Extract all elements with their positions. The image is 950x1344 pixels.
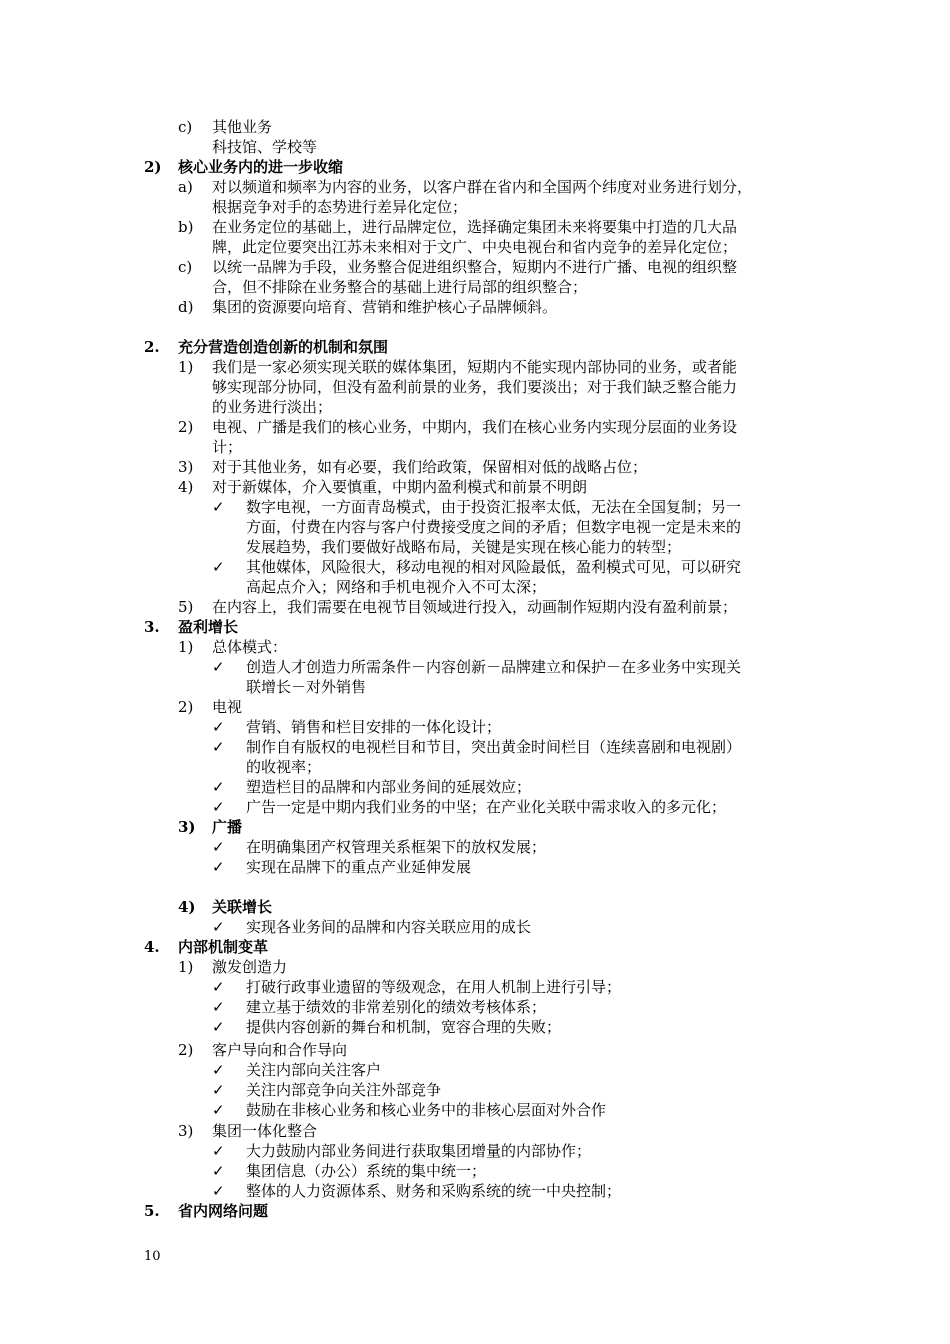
list-marker: 4)	[178, 898, 196, 916]
line-text: 实现各业务间的品牌和内容关联应用的成长	[246, 918, 532, 936]
line-text: 的业务进行淡出；	[212, 398, 333, 416]
line-text: 关注内部竞争向关注外部竞争	[246, 1081, 442, 1099]
line-text: 核心业务内的进一步收缩	[178, 158, 344, 176]
checkmark-icon: ✓	[212, 1142, 225, 1160]
page-number: 10	[144, 1249, 161, 1264]
line-text: 对于其他业务，如有必要，我们给政策，保留相对低的战略占位；	[212, 458, 648, 476]
checkmark-icon: ✓	[212, 558, 225, 576]
line-text: 打破行政事业遗留的等级观念，在用人机制上进行引导；	[246, 978, 622, 996]
checkmark-icon: ✓	[212, 1018, 225, 1036]
line-text: 根据竞争对手的态势进行差异化定位；	[212, 198, 468, 216]
line-text: 激发创造力	[212, 958, 288, 976]
checkmark-icon: ✓	[212, 1162, 225, 1180]
line-text: 联增长－对外销售	[246, 678, 367, 696]
list-marker: 3)	[178, 1122, 194, 1140]
list-marker: 1)	[178, 638, 194, 656]
line-text: 其他业务	[212, 118, 273, 136]
checkmark-icon: ✓	[212, 858, 225, 876]
list-marker: a)	[178, 178, 193, 196]
list-marker: 4)	[178, 478, 194, 496]
line-text: 总体模式：	[212, 638, 288, 656]
line-text: 建立基于绩效的非常差别化的绩效考核体系；	[246, 998, 547, 1016]
list-marker: c)	[178, 258, 193, 276]
list-marker: 3)	[178, 458, 194, 476]
list-marker: 1)	[178, 358, 194, 376]
list-marker: 2)	[178, 698, 194, 716]
list-marker: b)	[178, 218, 194, 236]
list-marker: 3.	[144, 618, 160, 636]
line-text: 科技馆、学校等	[212, 138, 318, 156]
checkmark-icon: ✓	[212, 1182, 225, 1200]
line-text: 的收视率；	[246, 758, 322, 776]
line-text: 制作自有版权的电视栏目和节目，突出黄金时间栏目（连续喜剧和电视剧）	[246, 738, 742, 756]
list-marker: 2)	[178, 418, 194, 436]
line-text: 充分营造创造创新的机制和氛围	[178, 338, 389, 356]
list-marker: d)	[178, 298, 194, 316]
line-text: 实现在品牌下的重点产业延伸发展	[246, 858, 472, 876]
line-text: 关注内部向关注客户	[246, 1061, 382, 1079]
line-text: 鼓励在非核心业务和核心业务中的非核心层面对外合作	[246, 1101, 607, 1119]
line-text: 对以频道和频率为内容的业务，以客户群在省内和全国两个纬度对业务进行划分，	[212, 178, 753, 196]
list-marker: c)	[178, 118, 193, 136]
checkmark-icon: ✓	[212, 738, 225, 756]
list-marker: 5)	[178, 598, 194, 616]
line-text: 数字电视，一方面青岛模式，由于投资汇报率太低，无法在全国复制；另一	[246, 498, 742, 516]
line-text: 集团一体化整合	[212, 1122, 318, 1140]
line-text: 对于新媒体，介入要慎重，中期内盈利模式和前景不明朗	[212, 478, 588, 496]
line-text: 集团信息（办公）系统的集中统一；	[246, 1162, 487, 1180]
line-text: 提供内容创新的舞台和机制，宽容合理的失败；	[246, 1018, 562, 1036]
line-text: 电视、广播是我们的核心业务，中期内，我们在核心业务内实现分层面的业务设	[212, 418, 738, 436]
list-marker: 2.	[144, 338, 160, 356]
line-text: 整体的人力资源体系、财务和采购系统的统一中央控制；	[246, 1182, 622, 1200]
checkmark-icon: ✓	[212, 1101, 225, 1119]
line-text: 方面，付费在内容与客户付费接受度之间的矛盾；但数字电视一定是未来的	[246, 518, 742, 536]
list-marker: 2)	[178, 1041, 194, 1059]
line-text: 发展趋势，我们要做好战略布局，关键是实现在核心能力的转型；	[246, 538, 682, 556]
list-marker: 1)	[178, 958, 194, 976]
checkmark-icon: ✓	[212, 498, 225, 516]
line-text: 其他媒体，风险很大，移动电视的相对风险最低，盈利模式可见，可以研究	[246, 558, 742, 576]
line-text: 合，但不排除在业务整合的基础上进行局部的组织整合；	[212, 278, 588, 296]
line-text: 我们是一家必须实现关联的媒体集团，短期内不能实现内部协同的业务，或者能	[212, 358, 738, 376]
line-text: 高起点介入；网络和手机电视介入不可太深；	[246, 578, 547, 596]
checkmark-icon: ✓	[212, 838, 225, 856]
line-text: 计；	[212, 438, 243, 456]
line-text: 以统一品牌为手段，业务整合促进组织整合，短期内不进行广播、电视的组织整	[212, 258, 738, 276]
checkmark-icon: ✓	[212, 718, 225, 736]
line-text: 广告一定是中期内我们业务的中坚；在产业化关联中需求收入的多元化；	[246, 798, 727, 816]
line-text: 够实现部分协同，但没有盈利前景的业务，我们要淡出；对于我们缺乏整合能力	[212, 378, 738, 396]
line-text: 关联增长	[212, 898, 273, 916]
list-marker: 4.	[144, 938, 160, 956]
list-marker: 5.	[144, 1202, 160, 1220]
checkmark-icon: ✓	[212, 998, 225, 1016]
checkmark-icon: ✓	[212, 918, 225, 936]
line-text: 在内容上，我们需要在电视节目领域进行投入，动画制作短期内没有盈利前景；	[212, 598, 738, 616]
checkmark-icon: ✓	[212, 658, 225, 676]
line-text: 牌，此定位要突出江苏未来相对于文广、中央电视台和省内竞争的差异化定位；	[212, 238, 738, 256]
line-text: 在明确集团产权管理关系框架下的放权发展；	[246, 838, 547, 856]
checkmark-icon: ✓	[212, 1061, 225, 1079]
list-marker: 2)	[144, 158, 162, 176]
line-text: 在业务定位的基础上，进行品牌定位，选择确定集团未来将要集中打造的几大品	[212, 218, 738, 236]
line-text: 电视	[212, 698, 243, 716]
line-text: 营销、销售和栏目安排的一体化设计；	[246, 718, 502, 736]
line-text: 内部机制变革	[178, 938, 269, 956]
line-text: 集团的资源要向培育、营销和维护核心子品牌倾斜。	[212, 298, 558, 316]
line-text: 创造人才创造力所需条件－内容创新－品牌建立和保护－在多业务中实现关	[246, 658, 742, 676]
line-text: 大力鼓励内部业务间进行获取集团增量的内部协作；	[246, 1142, 592, 1160]
checkmark-icon: ✓	[212, 978, 225, 996]
checkmark-icon: ✓	[212, 1081, 225, 1099]
line-text: 省内网络问题	[178, 1202, 269, 1220]
line-text: 盈利增长	[178, 618, 239, 636]
line-text: 客户导向和合作导向	[212, 1041, 348, 1059]
checkmark-icon: ✓	[212, 798, 225, 816]
list-marker: 3)	[178, 818, 196, 836]
line-text: 塑造栏目的品牌和内部业务间的延展效应；	[246, 778, 532, 796]
checkmark-icon: ✓	[212, 778, 225, 796]
line-text: 广播	[212, 818, 243, 836]
